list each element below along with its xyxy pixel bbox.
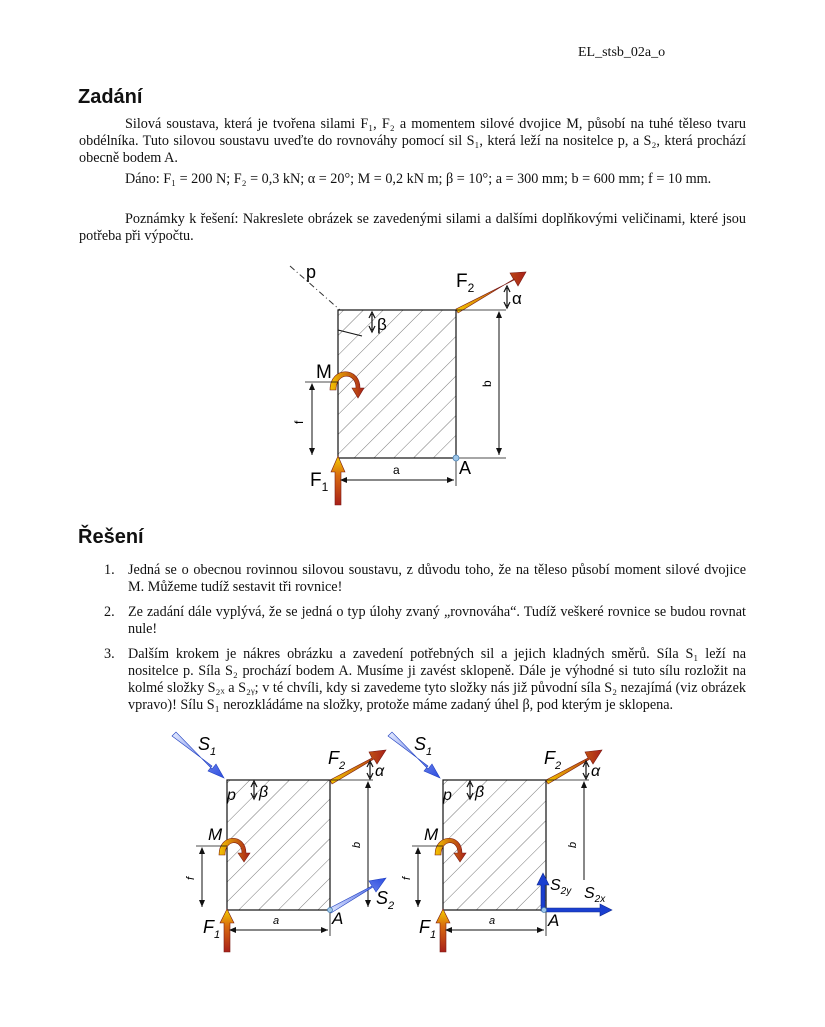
label-alpha: α [512,289,522,308]
step-number: 1. [104,562,115,578]
assignment-paragraph-3-text: Poznámky k řešení: Nakreslete obrázek se zavedenými silami a dalšími doplňkovými veličinami, které jsou potřeba při výpočtu. [79,211,746,244]
solution-heading: Řešení [78,526,144,548]
angle-alpha-arrows [583,761,589,779]
label-S1: $S_1$ [414,734,433,758]
assignment-paragraph-2-text: Dáno: F₁ = 200 N; F₂ = 0,3 kN; α = 20°; M = 0,2 kN m; β = 10°; a = 300 mm; b = 600 mm; f = 10 mm. [125,171,712,187]
label-A: A [548,911,560,930]
label-beta: β [475,784,485,801]
label-p: p [443,787,452,804]
label-S2y: $S_{2y}$ [550,877,572,897]
assignment-paragraph-1-text: Silová soustava, která je tvořena silami F₁, F₂ a momentem silové dvojice M, působí na tuhé těleso tvaru obdélníka. Tuto silovou soustavu uveďte do rovnováhy pomocí sil S₁, která leží na nositelce p, a S₂, která prochází obecně bodem A. [79,116,746,166]
label-f: f [401,876,413,880]
label-f: f [185,876,197,880]
document-id: EL_stsb_02a_o [578,45,666,60]
label-beta: β [259,784,269,801]
step-number: 2. [104,604,115,620]
label-S2x: $S_{2x}$ [584,885,606,905]
label-M: M [424,825,439,844]
label-alpha: α [375,763,385,780]
label-F2: $F_2$ [328,748,346,772]
label-A: A [332,909,344,928]
label-S2: $S_2$ [376,888,395,912]
label-f: f [292,420,306,424]
label-F1: $F_1$ [203,917,221,941]
label-a: a [273,915,280,927]
label-b: b [567,841,579,848]
label-beta: β [377,315,387,334]
label-F1: $F_1$ [310,470,329,494]
label-F2: $F_2$ [544,748,562,772]
assignment-heading: Zadání [78,86,143,108]
step-number: 3. [104,646,115,662]
label-F1: $F_1$ [419,917,437,941]
label-alpha: α [591,763,601,780]
step-text: Dalším krokem je nákres obrázku a zavedení potřebných sil a jejich kladných směrů. Síla S₁ leží na nositelce p. Síla S₂ prochází bodem A. Musíme ji zavést sklopeně. Dále je výhodné si tuto sílu rozložit na kolmé složky S₂ₓ a S₂ᵧ; v té chvíli, kdy si zavedeme tyto složky nás již původní síla S₂ nezajímá (viz obrázek vpravo)! Sílu S₁ nerozkládáme na složky, protože máme zadaný úhel β, pod kterým je sklopena. [128,646,746,713]
step-text: Ze zadání dále vyplývá, že se jedná o typ úlohy zvaný „rovnováha“. Tudíž veškeré rovnice se budou rovnat nule! [128,604,746,637]
label-a: a [393,463,400,477]
label-S1: $S_1$ [198,734,217,758]
label-F2: $F_2$ [456,271,475,295]
label-A: A [459,458,472,478]
label-M: M [316,362,332,383]
label-b: b [351,841,363,848]
label-p: p [227,787,236,804]
label-p: p [306,262,317,282]
step-text: Jedná se o obecnou rovinnou silovou soustavu, z důvodu toho, že na těleso působí moment silové dvojice M. Můžeme tudíž sestavit tři rovnice! [128,562,746,595]
label-M: M [208,825,223,844]
label-b: b [480,380,494,387]
point-A [542,908,547,913]
label-a: a [489,915,496,927]
